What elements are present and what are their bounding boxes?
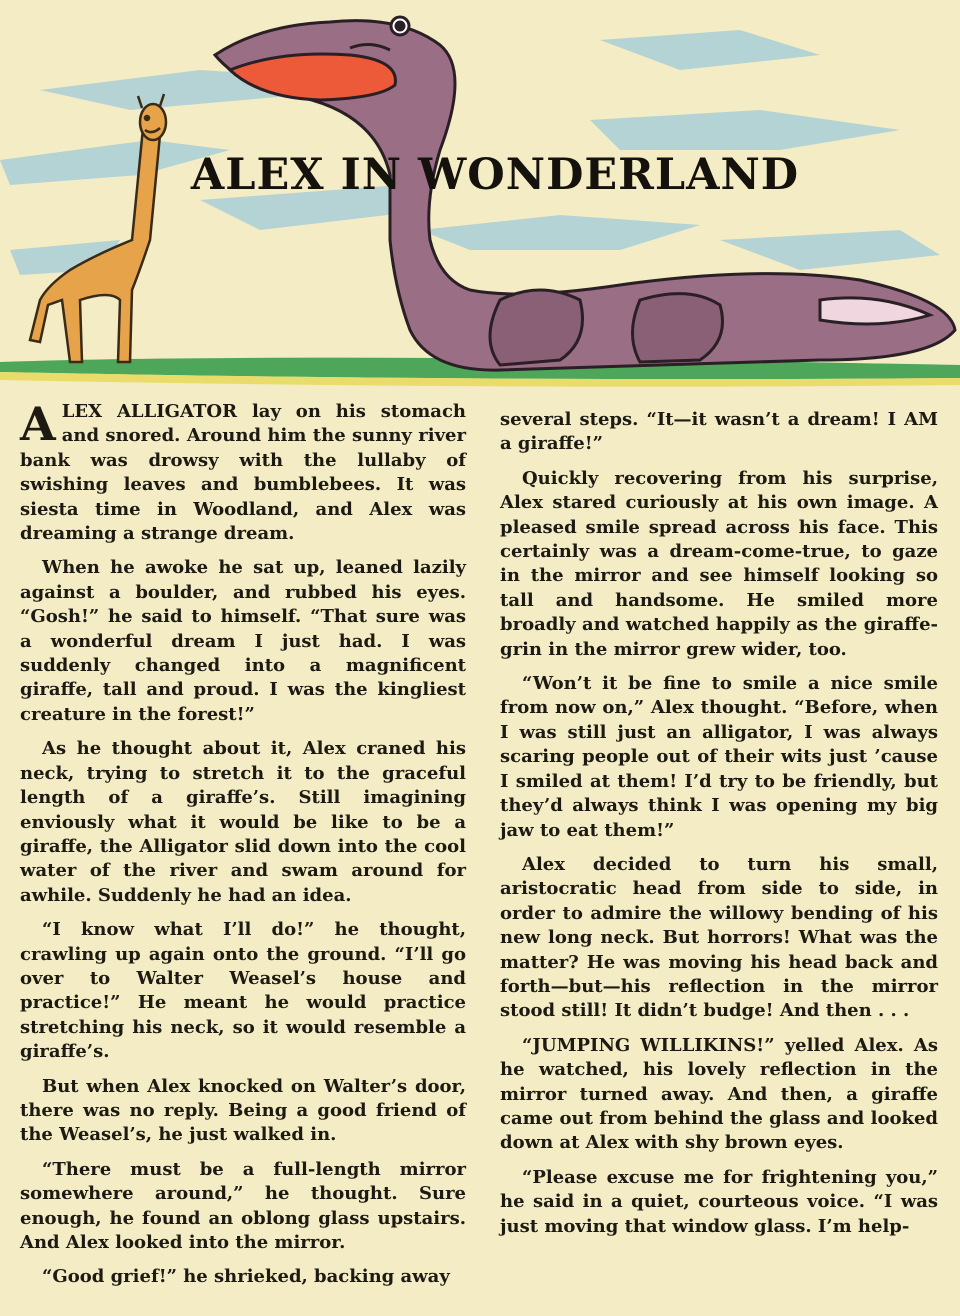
giraffe-figure xyxy=(30,94,166,362)
paragraph-6: “There must be a full-length mirror somewhere around,” he thought. Sure enough, he found an oblong glass upstairs. And Alex looked into the mirror. xyxy=(20,1158,466,1253)
paragraph-9: Quickly recovering from his surprise, Alex stared curiously at his own image. A pleased smile spread across his face. This certainly was a dream-come-true, to gaze in the mirror and see himself looking so tall and handsome. He smiled more broadly and watched happily as the giraffe-grin in the mirror grew wider, too. xyxy=(500,467,938,660)
paragraph-10: “Won’t it be fine to smile a nice smile from now on,” Alex thought. “Before, when I was still just an alligator, I was always scaring people out of their wits just ’cause I smiled at them! I’d try to be friendly, but they’d always think I was opening my big jaw to eat them!” xyxy=(500,673,938,841)
paragraph-11: Alex decided to turn his small, aristocratic head from side to side, in order to admire the willowy bending of his new long neck. But horrors! What was the matter? He was moving his head back and forth—but—his reflection in the mirror stood still! It didn’t budge! And then . . . xyxy=(500,853,938,1022)
paragraph-2: When he awoke he sat up, leaned lazily against a boulder, and rubbed his eyes. “Gosh!” he said to himself. “That sure was a wonderful dream I just had. I was suddenly changed into a magnificent giraffe, tall and proud. I was the kingliest creature in the forest!” xyxy=(20,557,466,725)
paragraph-8: several steps. “It—it wasn’t a dream! I AM a giraffe!” xyxy=(500,409,938,455)
drop-cap: A xyxy=(20,397,56,451)
paragraph-12: “JUMPING WILLIKINS!” yelled Alex. As he watched, his lovely reflection in the mirror turned away. And then, a giraffe came out from behind the glass and looked down at Alex with shy brown eyes. xyxy=(500,1034,938,1154)
paragraph-13: “Please excuse me for frightening you,” he said in a quiet, courteous voice. “I was just moving that window glass. I’m help- xyxy=(500,1166,938,1237)
paragraph-7: “Good grief!” he shrieked, backing away xyxy=(42,1266,450,1288)
paragraph-3: As he thought about it, Alex craned his neck, trying to stretch it to the graceful length of a giraffe’s. Still imagining enviously what it would be like to be a giraffe, the Alligator slid down into the cool water of the river and swam around for awhile. Suddenly he had an idea. xyxy=(20,738,466,906)
paragraph-4: “I know what I’ll do!” he thought, crawling up again onto the ground. “I’ll go over to Walter Weasel’s house and practice!” He meant he would practice stretching his neck, so it would resemble a giraffe’s. xyxy=(20,919,466,1063)
paragraph-5: But when Alex knocked on Walter’s door, there was no reply. Being a good friend of the Weasel’s, he just walked in. xyxy=(20,1075,466,1146)
article-right-column xyxy=(500,408,938,1249)
paragraph-1: ALEX ALLIGATOR lay on his stomach and snored. Around him the sunny river bank was drowsy with the lullaby of swishing leaves and bumblebees. It was siesta time in Woodland, and Alex was dreaming a strange dream. xyxy=(20,397,466,545)
title-illustration xyxy=(0,0,960,395)
page-title: ALEX IN WONDERLAND xyxy=(190,150,800,200)
article-left-column xyxy=(20,397,466,1300)
